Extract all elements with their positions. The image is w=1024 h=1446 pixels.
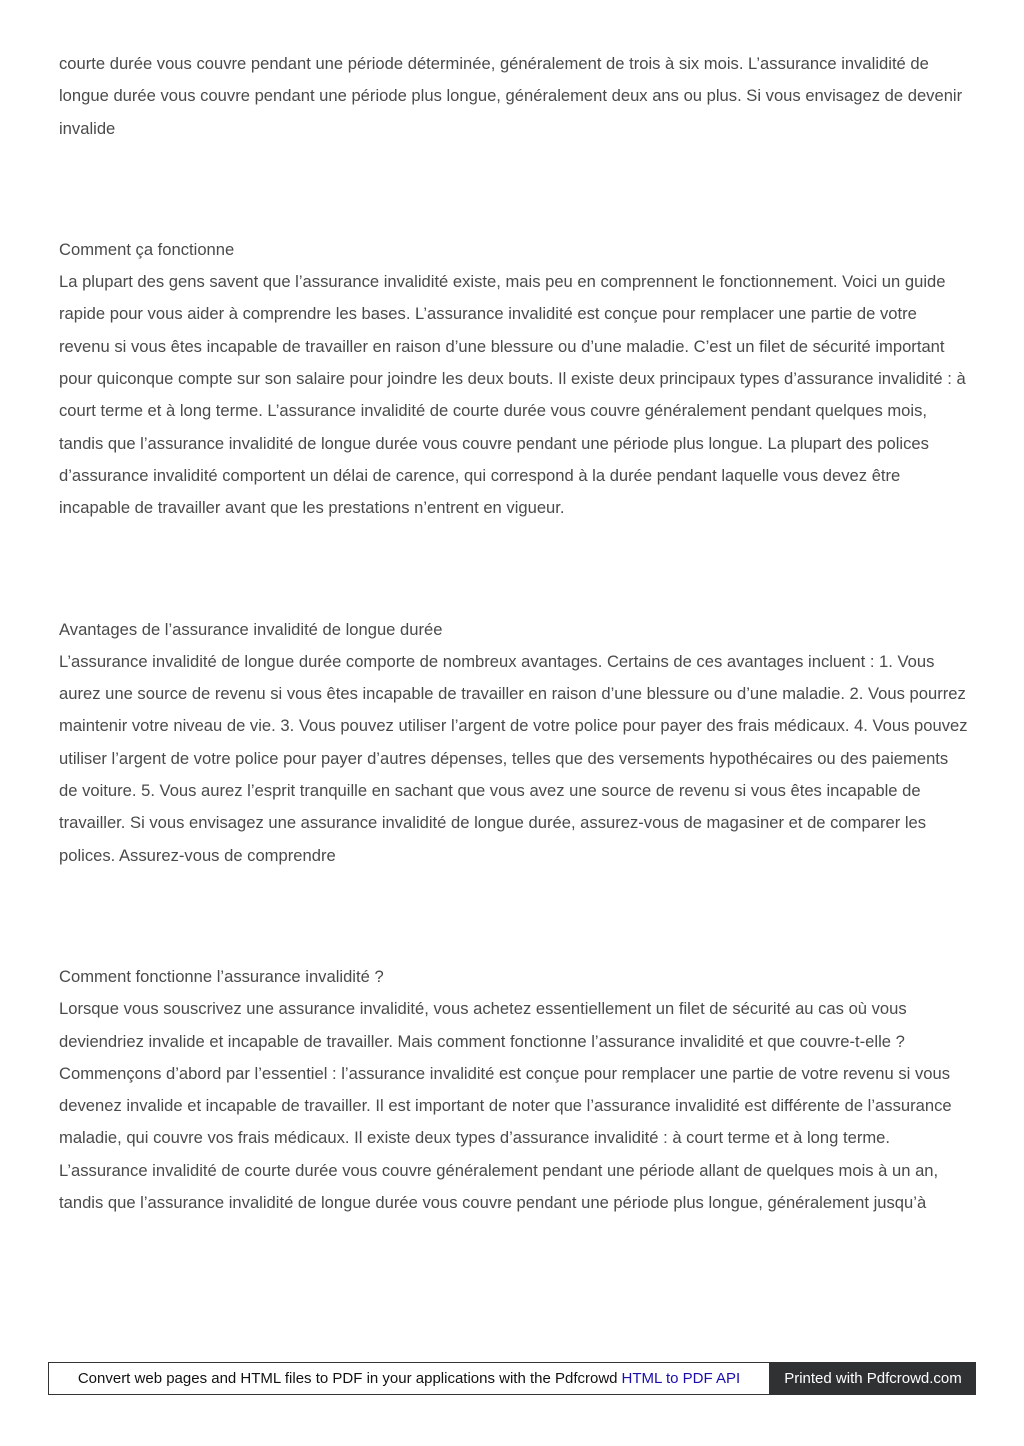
footer-promo-text: Convert web pages and HTML files to PDF in your applications with the Pdfcrowd	[77, 1370, 618, 1387]
html-to-pdf-api-link[interactable]: HTML to PDF API	[621, 1370, 741, 1387]
section-heading: Comment ça fonctionne	[59, 239, 235, 259]
printed-with-label: Printed with Pdfcrowd.com	[784, 1370, 962, 1387]
section-paragraph: Lorsque vous souscrivez une assurance invalidité, vous achetez essentiellement un filet de sécurité au cas où vous deviendriez invalide et incapable de travailler. Mais comment fonctionne l’assurance invalidité et que couvre-t-elle ? Commençons d’abord par l’essentiel : l’assurance invalidité est conçue pour remplacer une partie de votre revenu si vous devenez invalide et incapable de travailler. Il est important de noter que l’assurance invalidité est différente de l’assurance maladie, qui couvre vos frais médicaux. Il existe deux types d’assurance invalidité : à court terme et à long terme. L’assurance invalidité de courte durée vous couvre généralement pendant une période allant de quelques mois à un an, tandis que l’assurance invalidité de longue durée vous couvre pendant une période plus longue, généralement jusqu’à	[59, 999, 952, 1213]
footer-promo	[48, 1362, 770, 1395]
section-how-insurance-works	[59, 961, 969, 1219]
section-long-term-benefits	[59, 614, 969, 872]
section-heading: Comment fonctionne l’assurance invalidité ?	[59, 966, 384, 986]
pdfcrowd-footer	[48, 1362, 976, 1395]
document-body	[59, 48, 969, 1219]
printed-with-badge[interactable]	[770, 1362, 976, 1395]
section-heading: Avantages de l’assurance invalidité de longue durée	[59, 619, 443, 639]
section-paragraph: La plupart des gens savent que l’assurance invalidité existe, mais peu en comprennent le fonctionnement. Voici un guide rapide pour vous aider à comprendre les bases. L’assurance invalidité est conçue pour remplacer une partie de votre revenu si vous êtes incapable de travailler en raison d’une blessure ou d’une maladie. C’est un filet de sécurité important pour quiconque compte sur son salaire pour joindre les deux bouts. Il existe deux principaux types d’assurance invalidité : à court terme et à long terme. L’assurance invalidité de courte durée vous couvre généralement pendant quelques mois, tandis que l’assurance invalidité de longue durée vous couvre pendant une période plus longue. La plupart des polices d’assurance invalidité comportent un délai de carence, qui correspond à la durée pendant laquelle vous devez être incapable de travailler avant que les prestations n’entrent en vigueur.	[59, 272, 966, 518]
intro-paragraph: courte durée vous couvre pendant une période déterminée, généralement de trois à six mois. L’assurance invalidité de longue durée vous couvre pendant une période plus longue, généralement deux ans ou plus. Si vous envisagez de devenir invalide	[59, 54, 963, 138]
section-paragraph: L’assurance invalidité de longue durée comporte de nombreux avantages. Certains de ces avantages incluent : 1. Vous aurez une source de revenu si vous êtes incapable de travailler en raison d’une blessure ou d’une maladie. 2. Vous pourrez maintenir votre niveau de vie. 3. Vous pouvez utiliser l’argent de votre police pour payer des frais médicaux. 4. Vous pouvez utiliser l’argent de votre police pour payer d’autres dépenses, telles que des versements hypothécaires ou des paiements de voiture. 5. Vous aurez l’esprit tranquille en sachant que vous avez une source de revenu si vous êtes incapable de travailler. Si vous envisagez une assurance invalidité de longue durée, assurez-vous de magasiner et de comparer les polices. Assurez-vous de comprendre	[59, 651, 968, 865]
section-how-it-works	[59, 234, 969, 525]
